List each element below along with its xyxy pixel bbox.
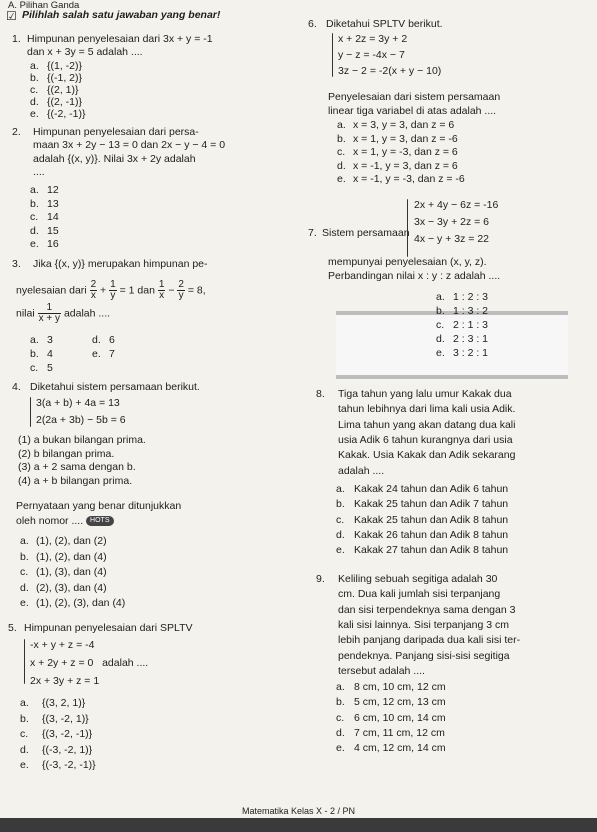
q8-option-text[interactable]: Kakak 24 tahun dan Adik 6 tahun bbox=[354, 483, 509, 495]
q4-statement-line: (3) a + 2 sama dengan b. bbox=[18, 461, 136, 474]
q6-stem: Diketahui SPLTV berikut. bbox=[326, 18, 443, 30]
q7-eq-1: 2x + 4y − 6z = -16 bbox=[414, 199, 499, 211]
q1-stem-1: Himpunan penyelesaian dari 3x + y = -1 bbox=[27, 33, 213, 45]
q5-option-letter: c. bbox=[20, 728, 29, 740]
q5-stem: Himpunan penyelesaian dari SPLTV bbox=[24, 622, 193, 634]
q9-option-text[interactable]: 6 cm, 10 cm, 14 cm bbox=[354, 711, 446, 724]
q4-number: 4. bbox=[12, 381, 21, 393]
q7-option-letter: d. bbox=[436, 333, 445, 345]
q7-option-letter: a. bbox=[436, 291, 445, 303]
q2-option-letter: d. bbox=[30, 224, 39, 237]
q1-option-text[interactable]: {(-2, -1)} bbox=[47, 108, 86, 120]
q2-stem-3: adalah {(x, y)}. Nilai 3x + 2y adalah bbox=[33, 153, 196, 165]
q3-fraction-3: $\frac{1}{x}$ bbox=[158, 279, 165, 301]
q8-line: adalah .... bbox=[338, 464, 385, 477]
q4-option-letter: c. bbox=[20, 566, 29, 578]
q7-line-2: Perbandingan nilai x : y : z adalah .... bbox=[328, 270, 501, 282]
footer-text: Matematika Kelas X - 2 / PN bbox=[241, 806, 356, 816]
q1-option-letter: e. bbox=[30, 108, 39, 120]
q5-option-text[interactable]: {(3, 2, 1)} bbox=[42, 697, 86, 709]
q8-option-letter: c. bbox=[336, 513, 345, 526]
q3-stem-3: nilai $\frac{1}{x + y}$ adalah .... bbox=[16, 302, 111, 324]
q5-eq-3: 2x + 3y + z = 1 bbox=[30, 675, 100, 687]
q4-option-text[interactable]: (1), (3), dan (4) bbox=[36, 566, 107, 578]
q8-option-letter: d. bbox=[336, 528, 345, 541]
q3-fraction-1: $\frac{2}{x}$ bbox=[90, 279, 97, 301]
q5-option-text[interactable]: {(-3, -2, 1)} bbox=[42, 743, 93, 756]
q4-eq-1: 3(a + b) + 4a = 13 bbox=[36, 397, 120, 409]
q1-option-letter: a. bbox=[30, 60, 39, 72]
q9-line: tersebut adalah .... bbox=[338, 664, 425, 677]
q2-option-letter: e. bbox=[30, 238, 39, 250]
q9-line: dan sisi terpendeknya sama dengan 3 bbox=[338, 603, 516, 616]
q3-option-letter: c. bbox=[30, 362, 39, 374]
q6-brace bbox=[332, 33, 333, 77]
q6-option-text[interactable]: x = 3, y = 3, dan z = 6 bbox=[353, 119, 455, 131]
q7-option-text[interactable]: 3 : 2 : 1 bbox=[453, 347, 489, 359]
q4-ask-1: Pernyataan yang benar ditunjukkan bbox=[16, 500, 182, 512]
q9-option-letter: a. bbox=[336, 681, 345, 693]
q1-option-text[interactable]: {(-1, 2)} bbox=[47, 72, 83, 84]
q3-fraction-4: $\frac{2}{y}$ bbox=[178, 279, 184, 301]
q9-option-letter: e. bbox=[336, 742, 345, 755]
q4-statement-line: (1) a bukan bilangan prima. bbox=[18, 434, 146, 446]
q9-line: cm. Dua kali jumlah sisi terpanjang bbox=[338, 588, 501, 601]
q9-line: lebih panjang daripada dua kali sisi ter- bbox=[338, 634, 521, 647]
q4-option-text[interactable]: (1), (2), dan (4) bbox=[36, 550, 107, 563]
q3-number: 3. bbox=[12, 258, 21, 270]
q4-stem: Diketahui sistem persamaan berikut. bbox=[30, 381, 200, 393]
q5-option-text[interactable]: {(3, -2, -1)} bbox=[42, 728, 93, 740]
q8-option-letter: b. bbox=[336, 498, 345, 511]
q4-option-letter: d. bbox=[20, 581, 29, 594]
q6-option-letter: a. bbox=[337, 119, 346, 131]
q5-number: 5. bbox=[8, 622, 17, 634]
q8-line: Kakak. Usia Kakak dan Adik sekarang bbox=[338, 449, 516, 462]
q6-option-text[interactable]: x = 1, y = 3, dan z = -6 bbox=[353, 132, 458, 145]
q8-option-text[interactable]: Kakak 26 tahun dan Adik 8 tahun bbox=[354, 528, 509, 541]
q6-option-text[interactable]: x = 1, y = -3, dan z = 6 bbox=[353, 146, 458, 158]
q1-stem-2: dan x + 3y = 5 adalah .... bbox=[27, 46, 143, 58]
check-icon: ☑ bbox=[6, 9, 17, 23]
q8-number: 8. bbox=[316, 388, 325, 400]
q5-option-letter: a. bbox=[20, 697, 29, 709]
q2-option-text[interactable]: 13 bbox=[47, 197, 59, 210]
q8-option-letter: e. bbox=[336, 544, 345, 557]
q8-line: Tiga tahun yang lalu umur Kakak dua bbox=[338, 388, 512, 400]
q9-option-letter: b. bbox=[336, 696, 345, 709]
q7-number: 7. bbox=[308, 227, 317, 239]
q9-option-letter: d. bbox=[336, 726, 345, 739]
q2-number: 2. bbox=[12, 126, 21, 138]
q9-line: Keliling sebuah segitiga adalah 30 bbox=[338, 573, 498, 585]
q9-option-text[interactable]: 5 cm, 12 cm, 13 cm bbox=[354, 696, 446, 709]
q3-option-letter: d. bbox=[92, 334, 101, 346]
q3-option-text[interactable]: 5 bbox=[47, 362, 53, 374]
q6-option-letter: c. bbox=[337, 146, 346, 158]
q4-option-text[interactable]: (2), (3), dan (4) bbox=[36, 581, 107, 594]
q3-option-letter: b. bbox=[30, 348, 39, 360]
q9-number: 9. bbox=[316, 573, 325, 585]
q4-option-letter: b. bbox=[20, 550, 29, 563]
q6-eq-1: x + 2z = 3y + 2 bbox=[338, 33, 408, 45]
q4-option-letter: a. bbox=[20, 535, 29, 547]
q1-option-text[interactable]: {(1, -2)} bbox=[47, 60, 83, 72]
q2-option-letter: a. bbox=[30, 184, 39, 196]
q6-eq-2: y − z = -4x − 7 bbox=[338, 49, 405, 61]
q3-option-text[interactable]: 4 bbox=[47, 348, 53, 360]
q7-options-box bbox=[336, 311, 568, 379]
q6-option-letter: b. bbox=[337, 132, 346, 145]
q9-option-text[interactable]: 8 cm, 10 cm, 12 cm bbox=[354, 681, 446, 693]
q6-option-text[interactable]: x = -1, y = 3, dan z = 6 bbox=[353, 159, 458, 172]
q6-line-2: linear tiga variabel di atas adalah .... bbox=[328, 105, 497, 117]
q4-eq-2: 2(2a + 3b) − 5b = 6 bbox=[36, 414, 126, 426]
q7-option-letter: b. bbox=[436, 305, 445, 317]
q5-eq-1: -x + y + z = -4 bbox=[30, 639, 95, 651]
q4-option-text[interactable]: (1), (2), dan (2) bbox=[36, 535, 107, 547]
q7-option-letter: e. bbox=[436, 347, 445, 359]
q7-option-text[interactable]: 1 : 2 : 3 bbox=[453, 291, 489, 303]
q6-line-1: Penyelesaian dari sistem persamaan bbox=[328, 91, 501, 103]
q3-fraction-2: $\frac{1}{y}$ bbox=[110, 279, 116, 301]
q3-fraction-5: $\frac{1}{x + y}$ bbox=[38, 302, 61, 324]
q5-option-letter: b. bbox=[20, 712, 29, 725]
q4-statement-line: (2) b bilangan prima. bbox=[18, 447, 115, 460]
q7-option-text[interactable]: 2 : 3 : 1 bbox=[453, 333, 489, 345]
q4-option-text[interactable]: (1), (2), (3), dan (4) bbox=[36, 597, 126, 609]
q3-stem-2: nyelesaian dari $\frac{2}{x}$ + $\frac{1}{y}$ = 1 dan $\frac{1}{x}$ − $\frac{2}{y}$ = 8, bbox=[16, 279, 206, 301]
q6-option-text[interactable]: x = -1, y = -3, dan z = -6 bbox=[353, 173, 465, 185]
q8-option-text[interactable]: Kakak 25 tahun dan Adik 7 tahun bbox=[354, 498, 509, 511]
q5-eq-2: x + 2y + z = 0 adalah .... bbox=[30, 657, 149, 669]
q6-eq-3: 3z − 2 = -2(x + y − 10) bbox=[338, 65, 442, 77]
q1-number: 1. bbox=[12, 33, 21, 45]
q7-brace bbox=[407, 199, 408, 257]
q3-option-text[interactable]: 3 bbox=[47, 334, 53, 346]
q8-option-text[interactable]: Kakak 27 tahun dan Adik 8 tahun bbox=[354, 544, 509, 557]
q7-line-1: mempunyai penyelesaian (x, y, z). bbox=[328, 256, 487, 268]
instruction: Pilihlah salah satu jawaban yang benar! bbox=[22, 9, 221, 21]
q8-option-text[interactable]: Kakak 25 tahun dan Adik 8 tahun bbox=[354, 513, 509, 526]
q4-option-letter: e. bbox=[20, 597, 29, 609]
q4-ask-2: oleh nomor .... HOTS bbox=[16, 515, 114, 528]
q2-option-letter: c. bbox=[30, 211, 39, 223]
q3-option-text[interactable]: 6 bbox=[109, 334, 115, 346]
q9-line: kali sisi lainnya. Sisi terpanjang 3 cm bbox=[338, 618, 509, 631]
q8-option-letter: a. bbox=[336, 483, 345, 495]
q7-option-text[interactable]: 2 : 1 : 3 bbox=[453, 319, 489, 331]
q6-option-letter: d. bbox=[337, 159, 346, 172]
q3-stem-2-pre: nyelesaian dari bbox=[16, 284, 87, 297]
q9-line: pendeknya. Panjang sisi-sisi segitiga bbox=[338, 649, 510, 662]
q8-line: tahun lebihnya dari lima kali usia Adik. bbox=[338, 403, 516, 416]
q5-option-text[interactable]: {(3, -2, 1)} bbox=[42, 712, 89, 725]
q2-stem-1: Himpunan penyelesaian dari persa- bbox=[33, 126, 199, 138]
q7-eq-2: 3x − 3y + 2z = 6 bbox=[414, 216, 490, 228]
hots-badge: HOTS bbox=[86, 516, 113, 526]
q9-option-text[interactable]: 7 cm, 11 cm, 12 cm bbox=[354, 726, 445, 739]
q2-option-letter: b. bbox=[30, 197, 39, 210]
q7-option-letter: c. bbox=[436, 319, 445, 331]
q5-brace bbox=[24, 639, 25, 684]
q1-option-letter: b. bbox=[30, 72, 39, 84]
q9-option-text[interactable]: 4 cm, 12 cm, 14 cm bbox=[354, 742, 446, 755]
q2-option-text[interactable]: 16 bbox=[47, 238, 59, 250]
q1-option-text[interactable]: {(2, 1)} bbox=[47, 84, 79, 96]
q6-number: 6. bbox=[308, 18, 317, 30]
q4-statement-line: (4) a + b bilangan prima. bbox=[18, 475, 133, 488]
footer-bar bbox=[0, 806, 597, 832]
q2-option-text[interactable]: 15 bbox=[47, 224, 59, 237]
q8-line: Lima tahun yang akan datang dua kali bbox=[338, 418, 516, 431]
q5-option-letter: d. bbox=[20, 743, 29, 756]
q2-stem-2: maan 3x + 2y − 13 = 0 dan 2x − y − 4 = 0 bbox=[33, 139, 226, 151]
q1-option-letter: d. bbox=[30, 96, 39, 108]
q4-brace bbox=[30, 397, 31, 427]
q1-option-letter: c. bbox=[30, 84, 39, 96]
q5-option-text[interactable]: {(-3, -2, -1)} bbox=[42, 759, 96, 771]
q5-option-letter: e. bbox=[20, 759, 29, 771]
q9-option-letter: c. bbox=[336, 711, 345, 724]
q2-option-text[interactable]: 14 bbox=[47, 211, 59, 223]
q7-eq-3: 4x − y + 3z = 22 bbox=[414, 233, 490, 245]
q2-option-text[interactable]: 12 bbox=[47, 184, 59, 196]
section-tag: A. Pilihan Ganda bbox=[8, 0, 80, 11]
q1-option-text[interactable]: {(2, -1)} bbox=[47, 96, 83, 108]
q3-stem-1: Jika {(x, y)} merupakan himpunan pe- bbox=[33, 258, 208, 270]
q7-stem: Sistem persamaan bbox=[322, 227, 410, 239]
q3-option-letter: e. bbox=[92, 348, 101, 360]
q7-option-text[interactable]: 1 : 3 : 2 bbox=[453, 305, 489, 317]
q2-stem-4: .... bbox=[33, 166, 45, 178]
q8-line: usia Adik 6 tahun kurangnya dari usia bbox=[338, 433, 513, 446]
q3-option-letter: a. bbox=[30, 334, 39, 346]
q3-option-text[interactable]: 7 bbox=[109, 348, 115, 360]
q6-option-letter: e. bbox=[337, 173, 346, 185]
